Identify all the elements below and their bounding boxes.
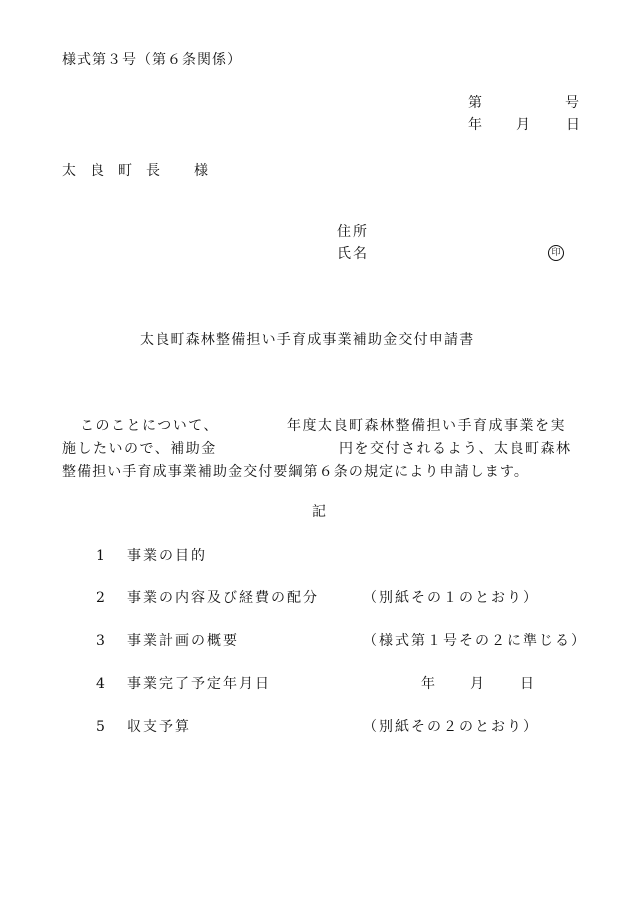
addressee-char: 長 — [146, 163, 160, 179]
item-label: 事業の内容及び経費の配分 — [127, 590, 319, 606]
document-number-go: 号 — [565, 95, 579, 111]
addressee-char: 様 — [194, 163, 208, 179]
item-label: 事業の目的 — [127, 548, 207, 564]
item-note: （様式第１号その２に準じる） — [363, 633, 587, 649]
document-number-dai: 第 — [468, 95, 482, 111]
completion-day: 日 — [520, 676, 534, 692]
date-year: 年 — [468, 117, 482, 133]
addressee-char: 良 — [90, 163, 104, 179]
item-number: 2 — [96, 590, 105, 606]
completion-month: 月 — [470, 676, 484, 692]
completion-year: 年 — [421, 676, 435, 692]
item-label: 事業計画の概要 — [127, 633, 239, 649]
body-text: 円を交付されるよう、太良町森林 — [339, 441, 572, 457]
item-number: 3 — [96, 633, 105, 649]
item-label: 事業完了予定年月日 — [127, 676, 271, 692]
item-label: 収支予算 — [127, 719, 191, 735]
body-text: 年度太良町森林整備担い手育成事業を実 — [287, 418, 566, 434]
document-title: 太良町森林整備担い手育成事業補助金交付申請書 — [140, 332, 475, 348]
item-number: 1 — [96, 548, 105, 564]
addressee-char: 町 — [118, 163, 132, 179]
body-text: 施したいので、補助金 — [62, 441, 217, 457]
body-text: 整備担い手育成事業補助金交付要綱第６条の規定により申請します。 — [62, 464, 529, 480]
item-number: 5 — [96, 719, 105, 735]
item-note: （別紙その１のとおり） — [363, 590, 539, 606]
date-day: 日 — [566, 117, 580, 133]
date-month: 月 — [516, 117, 530, 133]
name-label: 氏名 — [337, 246, 369, 262]
addressee-char: 太 — [62, 163, 76, 179]
form-number: 様式第３号（第６条関係） — [62, 52, 242, 68]
item-number: 4 — [96, 676, 105, 692]
item-note: （別紙その２のとおり） — [363, 719, 539, 735]
seal-icon: 印 — [548, 245, 564, 261]
body-text: このことについて、 — [80, 418, 219, 434]
ki-heading: 記 — [312, 504, 326, 520]
address-label: 住所 — [337, 224, 369, 240]
